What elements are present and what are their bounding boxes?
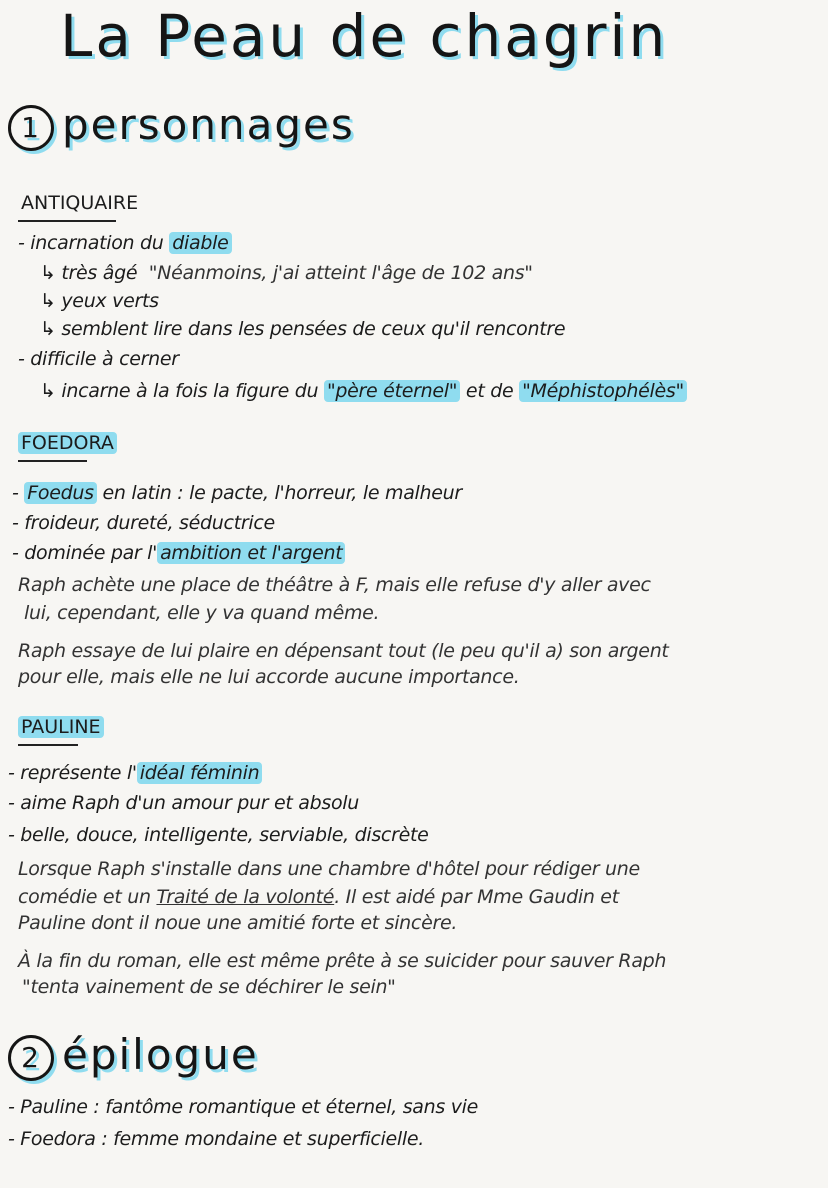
antiquaire-line: ↳ yeux verts	[40, 290, 159, 312]
antiquaire-line	[18, 232, 232, 254]
foedora-line: pour elle, mais elle ne lui accorde aucune importance.	[18, 666, 520, 688]
foedora-line: lui, cependant, elle y va quand même.	[24, 602, 380, 624]
character-name: FOEDORA	[18, 432, 117, 454]
text: - représente l'	[8, 762, 137, 784]
page-title: La Peau de chagrin	[60, 2, 669, 70]
book-title: Traité de la volonté	[156, 886, 335, 908]
pauline-line: Lorsque Raph s'installe dans une chambre d'hôtel pour rédiger une	[18, 858, 640, 880]
epilogue-line: - Foedora : femme mondaine et superficielle.	[8, 1128, 424, 1150]
highlight: Foedus	[24, 482, 96, 504]
section-title: personnages	[62, 100, 355, 149]
foedora-line	[12, 482, 462, 504]
antiquaire-line	[40, 380, 687, 402]
section-number: 1	[8, 105, 54, 151]
text: ↳ incarne à la fois la figure du	[40, 380, 324, 402]
text: . Il est aidé par Mme Gaudin et	[334, 886, 619, 908]
highlight: "Méphistophélès"	[519, 380, 687, 402]
pauline-line: - aime Raph d'un amour pur et absolu	[8, 792, 359, 814]
highlight: diable	[169, 232, 231, 254]
quote: "Néanmoins, j'ai atteint l'âge de 102 ans"	[148, 262, 533, 284]
text: comédie et un	[18, 886, 157, 908]
text: - dominée par l'	[12, 542, 158, 564]
pauline-line: "tenta vainement de se déchirer le sein"	[22, 976, 396, 998]
character-heading-foedora	[18, 432, 117, 462]
character-heading-antiquaire	[18, 192, 141, 222]
highlight: "père éternel"	[324, 380, 460, 402]
character-name: ANTIQUAIRE	[21, 192, 139, 214]
section-heading-personnages	[8, 100, 355, 151]
foedora-line	[12, 542, 345, 564]
text: ↳ très âgé	[40, 262, 138, 284]
pauline-line	[18, 886, 619, 908]
foedora-line: Raph achète une place de théâtre à F, mais elle refuse d'y aller avec	[18, 574, 651, 596]
section-heading-epilogue	[8, 1030, 259, 1081]
pauline-line: - belle, douce, intelligente, serviable, discrète	[8, 824, 429, 846]
foedora-line: Raph essaye de lui plaire en dépensant tout (le peu qu'il a) son argent	[18, 640, 669, 662]
pauline-line: À la fin du roman, elle est même prête à se suicider pour sauver Raph	[18, 950, 667, 972]
text: -	[12, 482, 25, 504]
highlight: idéal féminin	[137, 762, 263, 784]
antiquaire-line: ↳ semblent lire dans les pensées de ceux qu'il rencontre	[40, 318, 566, 340]
character-name: PAULINE	[18, 716, 104, 738]
text: - incarnation du	[18, 232, 170, 254]
pauline-line: Pauline dont il noue une amitié forte et sincère.	[18, 912, 458, 934]
section-title: épilogue	[62, 1030, 259, 1079]
section-number: 2	[8, 1035, 54, 1081]
highlight: ambition et l'argent	[157, 542, 345, 564]
foedora-line: - froideur, dureté, séductrice	[12, 512, 275, 534]
pauline-line	[8, 762, 262, 784]
antiquaire-line	[40, 262, 533, 284]
epilogue-line: - Pauline : fantôme romantique et éternel, sans vie	[8, 1096, 479, 1118]
character-heading-pauline	[18, 716, 104, 746]
antiquaire-line: - difficile à cerner	[18, 348, 179, 370]
text: et de	[460, 380, 520, 402]
text: en latin : le pacte, l'horreur, le malheur	[96, 482, 462, 504]
